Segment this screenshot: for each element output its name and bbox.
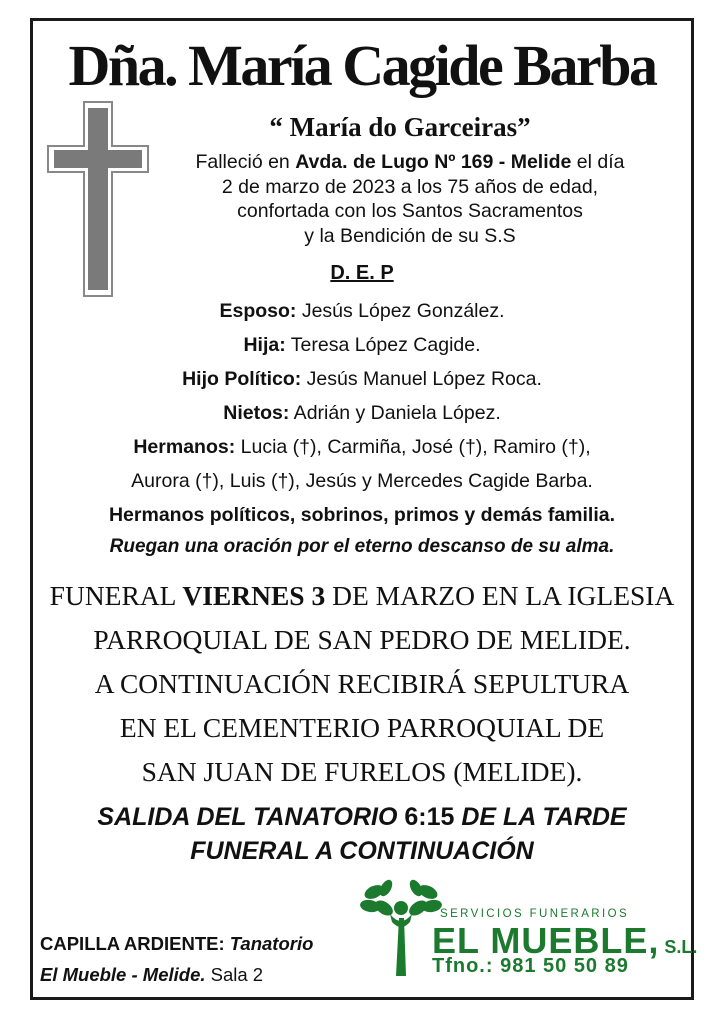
prayer-request: Ruegan una oración por el eterno descanso de su alma.: [109, 536, 615, 557]
funeral-line-1: FUNERAL VIERNES 3 DE MARZO EN LA IGLESIA: [49, 580, 675, 611]
funeral-details: [40, 574, 684, 794]
chapel-info: [40, 928, 313, 990]
departure-info: [40, 800, 684, 868]
logo-subtitle: SERVICIOS FUNERARIOS: [440, 908, 630, 920]
logo-name: EL MUEBLE, S.L.: [432, 920, 698, 961]
funeral-line-2: PARROQUIAL DE SAN PEDRO DE MELIDE.: [93, 624, 631, 655]
family-hermanos-cont: Aurora (†), Luis (†), Jesús y Mercedes Cagide Barba.: [131, 470, 593, 492]
death-line-4: y la Bendición de su S.S: [304, 224, 516, 247]
logo-phone: Tfno.: 981 50 50 89: [432, 955, 629, 977]
death-line-1: Falleció en Avda. de Lugo Nº 169 - Melide el día: [195, 151, 625, 173]
deceased-name: Dña. María Cagide Barba: [68, 33, 656, 98]
funeral-line-5: SAN JUAN DE FURELOS (MELIDE).: [141, 756, 583, 787]
tree-logo-icon: [360, 878, 442, 978]
departure-line-2: FUNERAL A CONTINUACIÓN: [190, 837, 534, 865]
deceased-nickname: “ María do Garceiras”: [269, 112, 531, 142]
family-hijo-politico: Hijo Político: Jesús Manuel López Roca.: [182, 368, 542, 390]
family-resto: Hermanos políticos, sobrinos, primos y demás familia.: [108, 504, 616, 526]
death-line-2: 2 de marzo de 2023 a los 75 años de edad,: [221, 175, 599, 198]
chapel-line-2: El Mueble - Melide. Sala 2: [40, 964, 264, 985]
death-notice: [150, 150, 670, 248]
departure-time: 6:15: [404, 803, 455, 831]
family-esposo: Esposo: Jesús López González.: [219, 300, 505, 322]
funeral-day: VIERNES 3: [182, 580, 326, 611]
death-line-3: confortada con los Santos Sacramentos: [237, 200, 583, 222]
family-list: [40, 294, 684, 532]
death-place: Avda. de Lugo Nº 169 - Melide: [295, 151, 572, 173]
dep-label: D. E. P: [330, 262, 394, 284]
family-nietos: Nietos: Adrián y Daniela López.: [223, 402, 501, 424]
family-hija: Hija: Teresa López Cagide.: [243, 334, 481, 356]
funeral-line-3: A CONTINUACIÓN RECIBIRÁ SEPULTURA: [94, 668, 630, 699]
funeral-line-4: EN EL CEMENTERIO PARROQUIAL DE: [119, 712, 605, 743]
departure-line-1: SALIDA DEL TANATORIO 6:15 DE LA TARDE: [97, 803, 627, 831]
chapel-line-1: CAPILLA ARDIENTE: Tanatorio: [40, 933, 314, 954]
family-hermanos: Hermanos: Lucia (†), Carmiña, José (†), Ramiro (†),: [133, 436, 591, 458]
